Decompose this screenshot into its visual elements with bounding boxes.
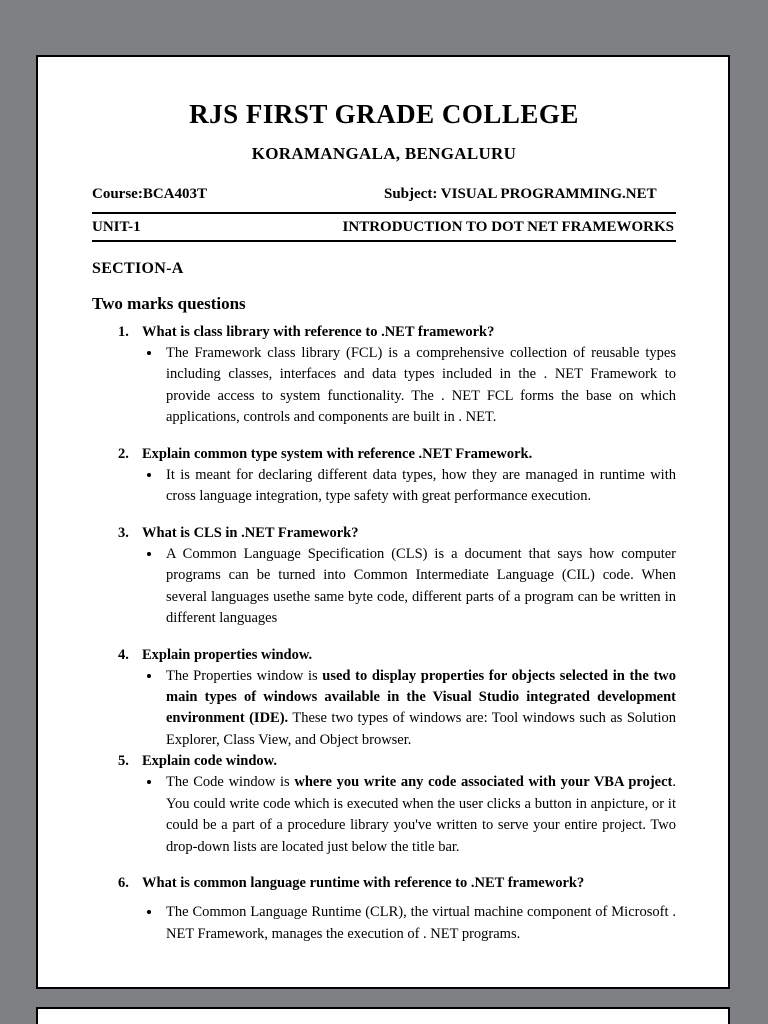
question-heading <box>118 324 676 341</box>
unit-row <box>92 214 676 240</box>
answer-segment: These two types of windows are: Tool windows such as Solution Explorer, Class View, and Object browser. <box>166 710 676 748</box>
question-item <box>118 875 676 945</box>
unit-label: UNIT-1 <box>92 219 141 235</box>
question-text: Explain properties window. <box>142 646 313 663</box>
answer-segment: where you write any code associated with your VBA project <box>294 774 673 791</box>
answer-list <box>118 666 676 752</box>
answer-segment: . You could write code which is executed when the user clicks a button in anpicture, or it could be a part of a procedure library you've written to serve your entire project. Two drop-down lists are located just below the title bar. <box>166 774 676 855</box>
question-text: What is common language runtime with reference to .NET framework? <box>142 875 585 892</box>
answer-segment: used to display properties for objects selected in the two main types of windows available in the Visual Studio integrated development environment (IDE). <box>166 667 676 727</box>
college-location: KORAMANGALA, BENGALURU <box>251 144 517 163</box>
document-page <box>36 55 730 989</box>
question-heading <box>118 753 676 770</box>
answer-segment: The Common Language Runtime (CLR), the virtual machine component of Microsoft . NET Framework, manages the execution of . NET programs. <box>166 904 676 942</box>
question-number: 5. <box>118 753 129 770</box>
answer-segment: The Framework class library (FCL) is a comprehensive collection of reusable types including classes, interfaces and data types included in the . NET Framework to provide access to system functionality. The . NET FCL forms the base on which applications, controls and components are built in . NET. <box>166 345 676 426</box>
course-subject-row <box>92 186 676 203</box>
question-item <box>118 753 676 858</box>
question-text: What is class library with reference to .NET framework? <box>142 324 495 340</box>
answer-item <box>162 772 676 858</box>
question-item <box>118 525 676 630</box>
section-heading: SECTION-A <box>92 260 184 277</box>
question-item <box>118 324 676 429</box>
question-number: 2. <box>118 445 129 462</box>
answer-segment: The Properties window is <box>166 667 323 684</box>
answer-item <box>162 666 676 752</box>
question-item <box>118 647 676 752</box>
question-heading <box>118 446 676 463</box>
subject-label: Subject: VISUAL PROGRAMMING.NET <box>384 186 657 202</box>
question-text: What is CLS in .NET Framework? <box>142 524 359 541</box>
answer-list <box>118 544 676 630</box>
answer-item <box>162 343 676 429</box>
answer-segment: It is meant for declaring different data types, how they are managed in runtime with cross language integration, type safety with great performance execution. <box>166 466 676 505</box>
question-number: 4. <box>118 646 129 663</box>
answer-list <box>118 772 676 858</box>
question-text: Explain common type system with reference .NET Framework. <box>142 445 533 462</box>
answer-item <box>162 544 676 630</box>
answer-item <box>162 465 676 508</box>
unit-title: INTRODUCTION TO DOT NET FRAMEWORKS <box>342 219 674 235</box>
question-number: 3. <box>118 524 129 541</box>
question-heading <box>118 647 676 664</box>
answer-item <box>162 902 676 945</box>
question-number: 1. <box>118 324 129 340</box>
answer-segment: A Common Language Specification (CLS) is a document that says how computer programs can be turned into Common Intermediate Language (CIL) code. When several languages usethe same byte code, different parts of a program can be written in different languages <box>166 545 676 627</box>
next-page-edge <box>36 1007 730 1024</box>
question-text: Explain code window. <box>142 753 277 770</box>
college-title: RJS FIRST GRADE COLLEGE <box>189 99 579 129</box>
answer-list <box>118 343 676 429</box>
subsection-heading: Two marks questions <box>92 294 246 313</box>
question-heading <box>118 525 676 542</box>
question-number: 6. <box>118 875 129 892</box>
question-item <box>118 446 676 508</box>
questions-list <box>118 324 676 945</box>
answer-list <box>118 465 676 508</box>
answer-list <box>118 902 676 945</box>
question-heading <box>118 875 676 892</box>
divider-line-bottom <box>92 240 676 242</box>
answer-segment: The Code window is <box>166 774 295 791</box>
course-label: Course:BCA403T <box>92 186 207 202</box>
